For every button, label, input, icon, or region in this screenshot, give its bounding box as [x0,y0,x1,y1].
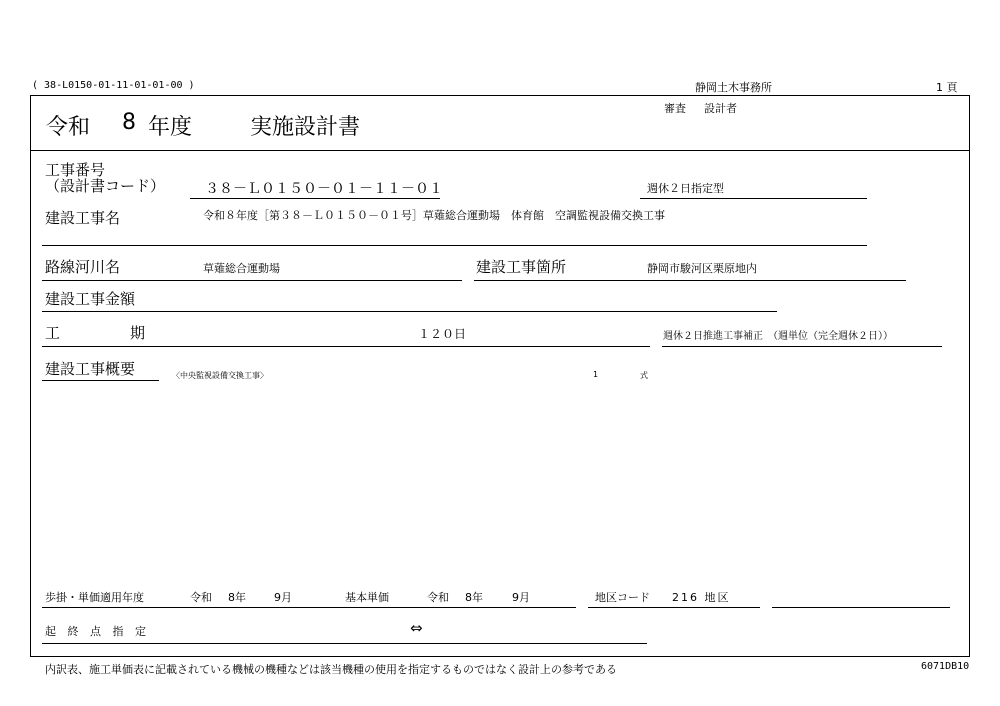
designer-label: 設計者 [704,102,737,115]
amount-label: 建設工事金額 [45,290,136,308]
document-title: 実施設計書 [250,115,361,140]
work-name-underline [42,245,867,246]
disclaimer-note: 内訳表、施工単価表に記載されている機械の機種などは該当機種の使用を指定するものではなく設計上の参考である [45,663,617,676]
region-extra-underline [772,607,950,608]
work-name-label: 建設工事名 [45,209,121,227]
fiscal-year: 8 [122,110,136,135]
route-label: 路線河川名 [45,258,121,276]
title-separator [30,150,970,151]
page-number: 1 頁 [936,81,958,94]
region-code-label: 地区コード [595,591,650,604]
design-form-frame [30,95,970,657]
work-number-value: ３８－Ｌ０１５０－０１－１１－０１ [205,181,443,197]
summary-label-underline [42,380,159,381]
start-end-label: 起 終 点 指 定 [45,625,150,638]
period-label-term: 期 [130,324,146,342]
document-code: ( 38-L0150-01-11-01-01-00 ) [32,80,195,91]
unit-price-year: 8年 [228,591,246,604]
base-price-era: 令和 [427,591,449,604]
unit-price-era: 令和 [190,591,212,604]
office-name: 静岡土木事務所 [695,81,772,94]
summary-label: 建設工事概要 [45,360,136,378]
summary-quantity: 1 [593,370,599,379]
period-value: １２０日 [418,327,467,341]
route-value: 草薙総合運動場 [203,262,280,275]
era-label: 令和 [46,115,91,140]
summary-item: 〈中央監視設備交換工事〉 [172,371,268,380]
unit-price-underline [42,607,576,608]
location-value: 静岡市駿河区栗原地内 [647,262,757,275]
base-price-label: 基本単価 [345,591,389,604]
start-end-arrow: ⇔ [410,619,423,637]
start-end-underline [42,643,647,644]
work-number-label: 工事番号 [45,161,106,179]
location-underline [474,280,906,281]
period-note: 週休２日推進工事補正 （週単位（完全週休２日）） [663,331,893,342]
region-code-value: 216 地区 [672,591,731,604]
base-price-year: 8年 [465,591,483,604]
week-off-underline [640,198,867,199]
fiscal-year-suffix: 年度 [148,115,193,140]
region-code-underline [588,607,760,608]
base-price-month: 9月 [512,591,530,604]
period-underline [42,346,650,347]
unit-price-year-label: 歩掛・単価適用年度 [45,591,144,604]
review-label: 審査 [664,102,686,115]
unit-price-month: 9月 [274,591,292,604]
form-code: 6071DB10 [921,661,970,672]
period-note-underline [662,346,942,347]
period-label-construction: 工 [45,324,61,342]
summary-unit: 式 [640,371,648,380]
location-label: 建設工事箇所 [476,258,567,276]
route-underline [42,280,462,281]
work-number-underline [190,198,440,199]
design-code-label: （設計書コード） [45,177,166,195]
work-name-value: 令和８年度［第３８－Ｌ０１５０－０１号］草薙総合運動場 体育館 空調監視設備交換工事 [203,209,665,222]
amount-underline [42,311,777,312]
week-off-type: 週休２日指定型 [647,182,724,195]
